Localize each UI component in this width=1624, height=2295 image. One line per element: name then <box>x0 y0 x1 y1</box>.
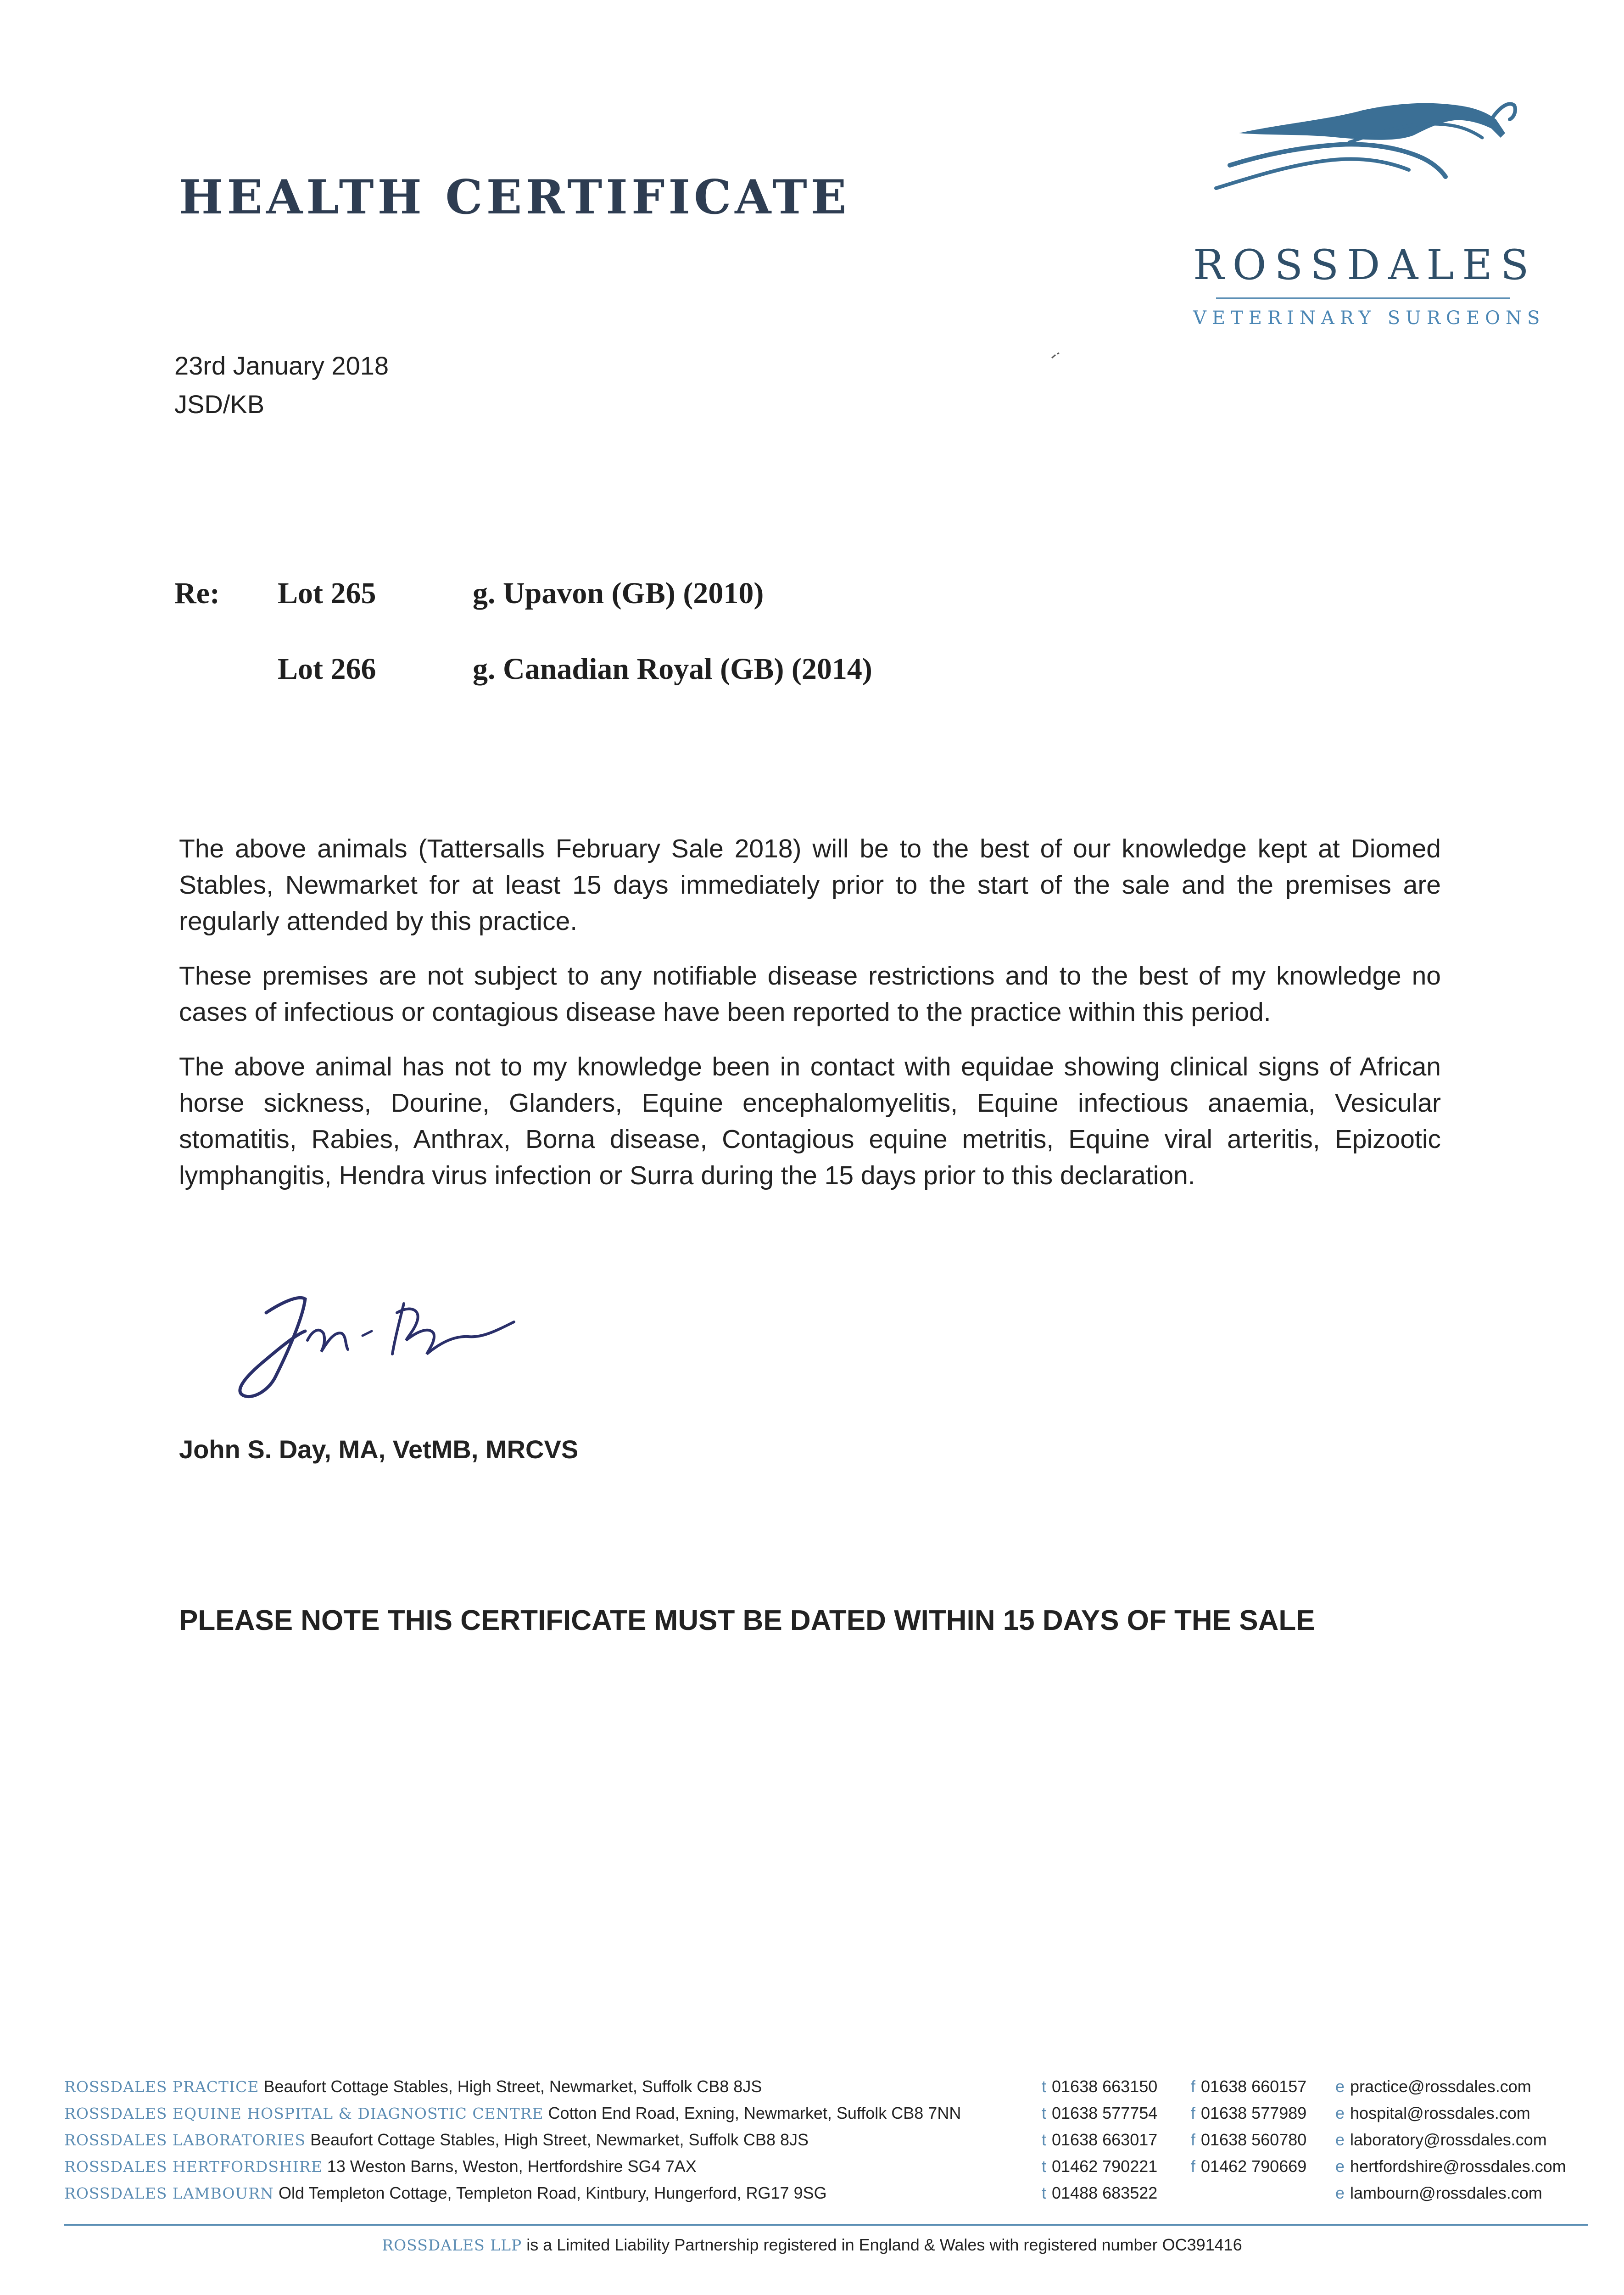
letter-date: 23rd January 2018 <box>174 351 389 380</box>
re-label: Re: <box>174 577 220 610</box>
footer-legal <box>0 2235 1624 2255</box>
phone-label: t <box>1042 2183 1047 2202</box>
body-paragraph: The above animal has not to my knowledge been in contact with equidae showing clinical signs of African horse sickness, Dourine, Glanders, Equine encephalomyelitis, Equine infectious anaemia, Vesicular stomatitis, Rabies, Anthrax, Borna disease, Contagious equine metritis, Equine viral arteritis, Epizootic lymphangitis, Hendra virus infection or Surra during the 15 days prior to this declaration. <box>179 1052 1441 1190</box>
office-fax: 01638 577989 <box>1201 2104 1307 2122</box>
logo-subtitle: VETERINARY SURGEONS <box>1193 308 1546 329</box>
email-label: e <box>1335 2130 1345 2149</box>
office-name: ROSSDALES EQUINE HOSPITAL & DIAGNOSTIC CENTRE <box>64 2105 544 2122</box>
horse-name: g. Upavon (GB) (2010) <box>473 577 764 610</box>
handwritten-signature <box>225 1285 574 1423</box>
office-row <box>64 2077 1588 2104</box>
office-row <box>64 2157 1588 2183</box>
office-phone: 01488 683522 <box>1052 2183 1158 2202</box>
office-name: ROSSDALES HERTFORDSHIRE <box>64 2158 323 2176</box>
phone-label: t <box>1042 2104 1047 2122</box>
fax-label: f <box>1191 2077 1196 2096</box>
body-paragraph: The above animals (Tattersalls February Sale 2018) will be to the best of our knowledge kept at Diomed Stables, Newmarket for at least 15 days immediately prior to the start of the sale and the premises are regularly attended by this practice. <box>179 834 1441 936</box>
scan-speck <box>1051 351 1065 360</box>
lot-row <box>278 652 872 687</box>
office-fax: 01638 660157 <box>1201 2077 1307 2096</box>
footer-divider <box>64 2224 1588 2226</box>
fax-label: f <box>1191 2130 1196 2149</box>
email-label: e <box>1335 2183 1345 2202</box>
office-phone: 01638 577754 <box>1052 2104 1158 2122</box>
lot-number: Lot 265 <box>278 577 376 610</box>
phone-label: t <box>1042 2130 1047 2149</box>
certificate-notice: PLEASE NOTE THIS CERTIFICATE MUST BE DATED WITHIN 15 DAYS OF THE SALE <box>179 1605 1315 1636</box>
office-phone: 01462 790221 <box>1052 2157 1158 2176</box>
fax-label: f <box>1191 2157 1196 2176</box>
signatory-name: John S. Day, MA, VetMB, MRCVS <box>179 1435 579 1464</box>
office-name: ROSSDALES LABORATORIES <box>64 2131 306 2149</box>
rossdales-logo <box>1193 92 1546 349</box>
office-email: lambourn@rossdales.com <box>1350 2183 1542 2202</box>
office-name: ROSSDALES LAMBOURN <box>64 2184 274 2202</box>
office-phone: 01638 663017 <box>1052 2130 1158 2149</box>
footer-offices <box>64 2077 1588 2210</box>
logo-divider <box>1216 297 1510 299</box>
office-email: laboratory@rossdales.com <box>1350 2130 1547 2149</box>
certificate-body <box>179 831 1441 1212</box>
office-address: Beaufort Cottage Stables, High Street, Newmarket, Suffolk CB8 8JS <box>263 2077 762 2096</box>
horse-name: g. Canadian Royal (GB) (2014) <box>473 652 872 686</box>
office-email: hospital@rossdales.com <box>1350 2104 1530 2122</box>
office-email: practice@rossdales.com <box>1350 2077 1531 2096</box>
office-name: ROSSDALES PRACTICE <box>64 2078 259 2096</box>
lot-number: Lot 266 <box>278 652 376 686</box>
office-row <box>64 2130 1588 2157</box>
page-title: HEALTH CERTIFICATE <box>179 170 850 225</box>
fax-label: f <box>1191 2104 1196 2122</box>
office-address: Cotton End Road, Exning, Newmarket, Suffolk CB8 7NN <box>548 2104 961 2122</box>
horse-head-logo-icon <box>1211 92 1524 230</box>
office-address: 13 Weston Barns, Weston, Hertfordshire SG4 7AX <box>327 2157 697 2176</box>
legal-entity-name: ROSSDALES LLP <box>382 2236 522 2254</box>
office-row <box>64 2183 1588 2210</box>
office-email: hertfordshire@rossdales.com <box>1350 2157 1566 2176</box>
email-label: e <box>1335 2157 1345 2176</box>
office-row <box>64 2104 1588 2130</box>
lot-row <box>278 576 764 611</box>
email-label: e <box>1335 2104 1345 2122</box>
email-label: e <box>1335 2077 1345 2096</box>
logo-brand-text: ROSSDALES <box>1193 241 1537 289</box>
office-fax: 01638 560780 <box>1201 2130 1307 2149</box>
office-fax: 01462 790669 <box>1201 2157 1307 2176</box>
office-address: Old Templeton Cottage, Templeton Road, Kintbury, Hungerford, RG17 9SG <box>278 2183 827 2202</box>
office-phone: 01638 663150 <box>1052 2077 1158 2096</box>
body-paragraph: These premises are not subject to any notifiable disease restrictions and to the best of my knowledge no cases of infectious or contagious disease have been reported to the practice within this period. <box>179 961 1441 1027</box>
legal-text: is a Limited Liability Partnership registered in England & Wales with registered number OC391416 <box>526 2235 1242 2254</box>
letter-meta <box>174 347 389 424</box>
phone-label: t <box>1042 2077 1047 2096</box>
office-address: Beaufort Cottage Stables, High Street, Newmarket, Suffolk CB8 8JS <box>310 2130 809 2149</box>
phone-label: t <box>1042 2157 1047 2176</box>
letter-reference: JSD/KB <box>174 390 265 419</box>
